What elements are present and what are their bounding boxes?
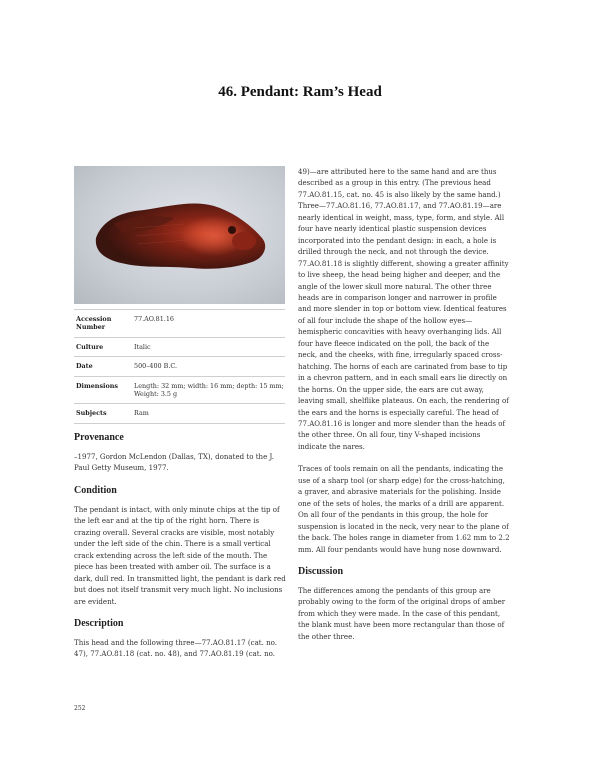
metadata-row (74, 357, 285, 376)
metadata-label: Culture (74, 337, 134, 356)
provenance-heading: Provenance (74, 432, 124, 443)
metadata-label: Subjects (74, 404, 134, 423)
page-title: 46. Pendant: Ram’s Head (218, 84, 382, 100)
page-number: 252 (74, 705, 86, 712)
description-paragraph-start: This head and the following three—77.AO.81.17 (cat. no. 47), 77.AO.81.18 (cat. no. 48), and 77.AO.81.19 (cat. no. (74, 637, 278, 659)
ram-head-pendant-image (74, 166, 285, 304)
description-paragraph-tools: Traces of tools remain on all the pendants, indicating the use of a sharp tool (or sharp edge) for the cross-hatching, a graver, and abrasive materials for the polishing. Inside one of the sets of holes, the marks of a drill are apparent. On all four of the pendants in this group, the hole for suspension is located in the neck, very near to the plane of the back. The holes range in diameter from 1.62 mm to 2.2 mm. All four pendants would have hung nose downward. (298, 464, 510, 554)
metadata-value: 77.AO.81.16 (134, 310, 285, 338)
object-metadata-table (74, 309, 285, 424)
condition-heading: Condition (74, 484, 117, 496)
condition-text: The pendant is intact, with only minute chips at the tip of the left ear and at the tip of the right horn. There is crazing overall. Several cracks are visible, most notably under the left side of the chin. There is a small vertical crack extending across the left side of the mouth. The piece has been treated with amber oil. The surface is a dark, dull red. In transmitted light, the pendant is dark red but does not itself transmit very much light. No inclusions are evident. (74, 504, 286, 606)
metadata-row (74, 337, 285, 356)
metadata-label: Accession Number (74, 310, 134, 338)
metadata-row (74, 310, 285, 338)
discussion-heading: Discussion (298, 565, 344, 577)
metadata-row (74, 376, 285, 404)
right-column (298, 166, 510, 653)
metadata-value: Italic (134, 337, 285, 356)
description-heading: Description (74, 617, 124, 629)
discussion-text: The differences among the pendants of this group are probably owing to the form of the original drops of amber from which they were made. In the case of this pendant, the blank must have been more rectangular than those of the other three. (298, 585, 506, 641)
metadata-value: Length: 32 mm; width: 16 mm; depth: 15 mm; Weight: 3.5 g (134, 376, 285, 404)
pendant-photo (74, 166, 285, 304)
metadata-label: Date (74, 357, 134, 376)
metadata-value: Ram (134, 404, 285, 423)
metadata-value: 500–400 B.C. (134, 357, 285, 376)
metadata-label: Dimensions (74, 376, 134, 404)
description-paragraph-continued: 49)—are attributed here to the same hand and are thus described as a group in this entry. (The previous head 77.AO.81.15, cat. no. 45 is also likely by the same hand.) Three—77.AO.81.16, 77.AO.81.17, and 77.AO.81.19—are nearly identical in weight, mass, type, form, and style. All four have nearly identical plastic suspension devices incorporated into the pendant design: in each, a hole is drilled through the neck, and not through the device. 77.AO.81.18 is slightly different, showing a greater affinity to live sheep, the head being higher and deeper, and the angle of the lower skull more natural. The other three heads are in comparison longer and narrower in profile and more slender in top or bottom view. Identical features of all four include the shape of the hollow eyes—hemispheric concavities with heavy overhanging lids. All four have fleece indicated on the poll, the back of the neck, and the cheeks, with fine, irregularly spaced cross-hatching. The horns of each are carinated from base to tip in a chevron pattern, and in each small ears lie directly on the horns. On the upper side, the ears are cut away, leaving small, shelflike plateaus. On each, the rendering of the ears and the horns is especially careful. The head of 77.AO.81.16 is longer and more slender than the heads of the other three. On all four, tiny V-shaped incisions indicate the nares. (298, 167, 509, 451)
left-column (74, 432, 286, 671)
provenance-text: –1977, Gordon McLendon (Dallas, TX), donated to the J. Paul Getty Museum, 1977. (74, 452, 275, 473)
metadata-row (74, 404, 285, 423)
